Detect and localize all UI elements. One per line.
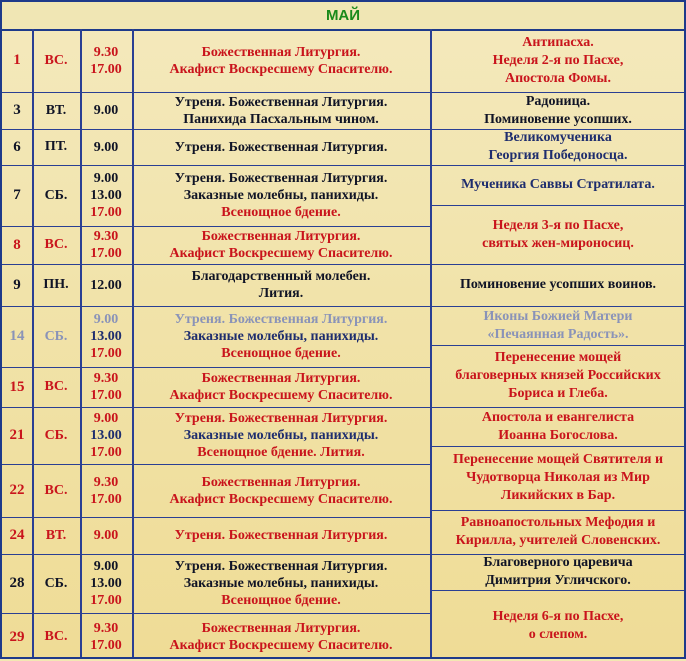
service-name: Утреня. Божественная Литургия. bbox=[174, 94, 388, 110]
service-time: 17.00 bbox=[90, 491, 122, 507]
day-number: 1 bbox=[13, 52, 21, 68]
service-name: Акафист Воскресшему Спасителю. bbox=[169, 388, 393, 403]
service-list bbox=[132, 92, 430, 129]
feast-line: Мученика Саввы Стратилата. bbox=[461, 177, 655, 192]
service-times bbox=[80, 129, 132, 165]
service-times bbox=[80, 554, 132, 613]
service-time: 9.00 bbox=[93, 411, 119, 426]
service-time: 17.00 bbox=[90, 246, 122, 261]
service-list bbox=[132, 129, 430, 165]
service-times bbox=[80, 29, 132, 92]
service-time: 17.00 bbox=[90, 388, 122, 403]
day-number: 8 bbox=[13, 236, 21, 253]
day-number: 6 bbox=[13, 138, 21, 155]
weekday: СБ. bbox=[44, 575, 68, 591]
service-name: Заказные молебны, панихиды. bbox=[183, 329, 379, 344]
feast-line: святых жен-мироносиц. bbox=[482, 235, 634, 251]
feast-line: Чудотворца Николая из Мир bbox=[466, 470, 650, 485]
feast-event bbox=[432, 345, 684, 407]
service-list bbox=[132, 517, 430, 554]
day-number: 9 bbox=[13, 276, 21, 293]
day-number: 3 bbox=[13, 102, 21, 118]
service-times bbox=[80, 407, 132, 464]
feast-line: Неделя 6-я по Пасхе, bbox=[492, 608, 624, 624]
service-time: 9.00 bbox=[93, 103, 119, 118]
service-time: 17.00 bbox=[90, 638, 122, 653]
feast-event bbox=[432, 590, 684, 661]
day-number: 24 bbox=[9, 527, 25, 543]
service-time: 17.00 bbox=[90, 445, 122, 460]
day-number: 14 bbox=[9, 328, 25, 344]
weekday: ВС. bbox=[44, 52, 68, 68]
service-times bbox=[80, 306, 132, 367]
service-name: Божественная Литургия. bbox=[201, 621, 361, 636]
feast-line: Неделя 3-я по Пасхе, bbox=[492, 217, 624, 233]
feast-line: Перенесение мощей bbox=[494, 350, 622, 365]
feast-event bbox=[432, 264, 684, 306]
weekday: ПТ. bbox=[44, 139, 68, 154]
day-number: 15 bbox=[9, 378, 25, 395]
service-times bbox=[80, 92, 132, 129]
feast-line: «Печаянная Радость». bbox=[487, 326, 629, 342]
service-name: Божественная Литургия. bbox=[201, 474, 361, 490]
service-name: Всенощное бдение. Лития. bbox=[197, 445, 365, 460]
service-list bbox=[132, 264, 430, 306]
service-list bbox=[132, 226, 430, 264]
weekday: ВС. bbox=[44, 237, 68, 252]
service-name: Заказные молебны, панихиды. bbox=[183, 576, 379, 591]
service-name: Акафист Воскресшему Спасителю. bbox=[169, 491, 393, 507]
feast-line: Поминовение усопших воинов. bbox=[459, 277, 657, 292]
service-name: Всенощное бдение. bbox=[221, 593, 341, 608]
service-time: 17.00 bbox=[90, 346, 122, 361]
feast-event bbox=[432, 92, 684, 129]
service-name: Всенощное бдение. bbox=[221, 205, 341, 220]
feast-event bbox=[432, 446, 684, 510]
service-name: Лития. bbox=[258, 286, 304, 301]
weekday: ВТ. bbox=[45, 527, 67, 543]
service-time: 13.00 bbox=[90, 576, 122, 591]
service-list bbox=[132, 165, 430, 226]
service-name: Утреня. Божественная Литургия. bbox=[174, 139, 388, 155]
service-time: 13.00 bbox=[90, 428, 122, 443]
day-number: 28 bbox=[9, 575, 25, 591]
service-list bbox=[132, 29, 430, 92]
service-time: 9.00 bbox=[93, 559, 119, 574]
feast-line: Радоница. bbox=[525, 93, 591, 109]
feast-event bbox=[432, 165, 684, 205]
weekday: СБ. bbox=[44, 328, 68, 344]
service-list bbox=[132, 554, 430, 613]
service-list bbox=[132, 613, 430, 661]
feast-line: благоверных князей Российских bbox=[455, 368, 661, 383]
service-time: 9.30 bbox=[93, 371, 119, 386]
service-times bbox=[80, 517, 132, 554]
service-time: 9.00 bbox=[93, 528, 119, 543]
month-title: МАЙ bbox=[2, 2, 684, 31]
service-time: 9.30 bbox=[93, 621, 119, 636]
feast-event bbox=[432, 29, 684, 92]
feast-line: Кирилла, учителей Словенских. bbox=[455, 533, 661, 548]
service-times bbox=[80, 367, 132, 407]
service-time: 17.00 bbox=[90, 593, 122, 608]
feast-line: Великомученика bbox=[504, 130, 612, 145]
day-number: 29 bbox=[9, 628, 25, 645]
service-time: 13.00 bbox=[90, 188, 122, 203]
feast-event bbox=[432, 407, 684, 446]
service-times bbox=[80, 613, 132, 661]
service-name: Заказные молебны, панихиды. bbox=[183, 188, 379, 203]
service-times bbox=[80, 226, 132, 264]
feast-event bbox=[432, 510, 684, 554]
weekday: ПН. bbox=[43, 277, 69, 292]
feast-line: Неделя 2-я по Пасхе, bbox=[492, 52, 624, 68]
service-name: Утреня. Божественная Литургия. bbox=[174, 559, 388, 574]
day-number: 7 bbox=[13, 187, 21, 203]
service-name: Божественная Литургия. bbox=[201, 371, 361, 386]
weekday: СБ. bbox=[44, 427, 68, 443]
service-time: 9.00 bbox=[93, 139, 119, 155]
service-time: 17.00 bbox=[90, 205, 122, 220]
service-name: Божественная Литургия. bbox=[201, 229, 361, 244]
feast-line: о слепом. bbox=[528, 626, 588, 642]
service-list bbox=[132, 367, 430, 407]
feast-line: Бориса и Глеба. bbox=[508, 386, 608, 401]
service-time: 12.00 bbox=[90, 277, 122, 293]
weekday: ВС. bbox=[44, 482, 68, 498]
feast-line: Апостола Фомы. bbox=[505, 70, 611, 86]
feast-event bbox=[432, 205, 684, 264]
weekday: ВС. bbox=[44, 629, 68, 644]
service-name: Панихида Пасхальным чином. bbox=[183, 111, 379, 127]
feast-event bbox=[432, 306, 684, 345]
weekday: ВС. bbox=[44, 379, 68, 394]
feast-event bbox=[432, 129, 684, 165]
service-name: Акафист Воскресшему Спасителю. bbox=[169, 246, 393, 261]
service-name: Утреня. Божественная Литургия. bbox=[174, 312, 388, 327]
service-list bbox=[132, 306, 430, 367]
service-name: Утреня. Божественная Литургия. bbox=[174, 528, 388, 543]
service-name: Акафист Воскресшему Спасителю. bbox=[169, 638, 393, 653]
feast-line: Поминовение усопших. bbox=[484, 111, 632, 127]
service-name: Утреня. Божественная Литургия. bbox=[174, 171, 388, 186]
service-time: 9.30 bbox=[93, 44, 119, 60]
service-times bbox=[80, 464, 132, 517]
service-list bbox=[132, 464, 430, 517]
service-time: 13.00 bbox=[90, 329, 122, 344]
feast-line: Равноапостольных Мефодия и bbox=[460, 515, 656, 530]
feast-line: Иконы Божией Матери bbox=[483, 308, 633, 324]
service-name: Акафист Воскресшему Спасителю. bbox=[169, 61, 393, 77]
service-time: 9.30 bbox=[93, 229, 119, 244]
day-number: 22 bbox=[9, 482, 25, 498]
feast-line: Ликийских в Бар. bbox=[500, 488, 616, 503]
service-name: Заказные молебны, панихиды. bbox=[183, 428, 379, 443]
feast-line: Антипасха. bbox=[522, 34, 594, 50]
service-times bbox=[80, 264, 132, 306]
feast-line: Димитрия Угличского. bbox=[485, 573, 631, 588]
service-time: 9.30 bbox=[93, 474, 119, 490]
feast-line: Благоверного царевича bbox=[483, 555, 633, 570]
service-name: Всенощное бдение. bbox=[221, 346, 341, 361]
service-time: 9.00 bbox=[93, 171, 119, 186]
feast-line: Перенесение мощей Святителя и bbox=[452, 452, 664, 467]
weekday: ВТ. bbox=[45, 102, 67, 118]
service-time: 17.00 bbox=[90, 61, 122, 77]
service-name: Божественная Литургия. bbox=[201, 44, 361, 60]
service-name: Благодарственный молебен. bbox=[191, 269, 371, 284]
feast-event bbox=[432, 554, 684, 590]
service-time: 9.00 bbox=[93, 312, 119, 327]
service-times bbox=[80, 165, 132, 226]
feast-line: Апостола и евангелиста bbox=[481, 409, 635, 425]
feast-line: Георгия Победоносца. bbox=[488, 148, 628, 163]
feast-line: Иоанна Богослова. bbox=[498, 427, 618, 443]
service-name: Утреня. Божественная Литургия. bbox=[174, 411, 388, 426]
weekday: СБ. bbox=[44, 187, 68, 203]
service-list bbox=[132, 407, 430, 464]
day-number: 21 bbox=[9, 427, 25, 443]
